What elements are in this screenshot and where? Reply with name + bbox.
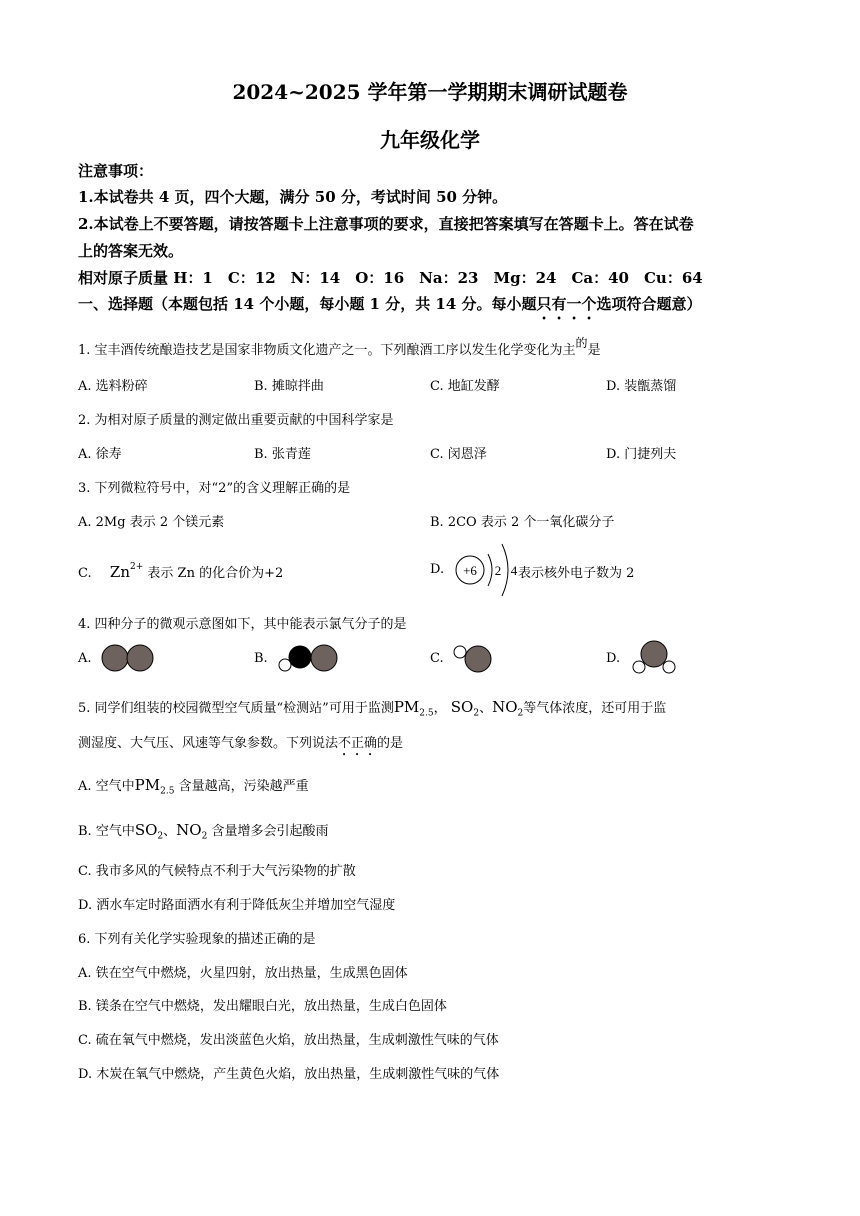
question-2-stem: 2. 为相对原子质量的测定做出重要贡献的中国科学家是 (78, 413, 394, 428)
q5-option-b-so2: SO (134, 821, 158, 839)
q5-option-b-so2-sub: 2 (157, 831, 164, 842)
q4-option-b-label: B. (254, 651, 268, 666)
electron-shell-2 (502, 544, 508, 596)
atomic-masses: 相对原子质量 H：1 C：12 N：14 O：16 Na：23 Mg：24 Ca：40 Cu：64 (78, 269, 703, 287)
question-6-stem: 6. 下列有关化学实验现象的描述正确的是 (78, 932, 316, 947)
q3-option-c (78, 562, 283, 581)
atom-structure-diagram (448, 534, 528, 606)
notes-heading: 注意事项： (78, 162, 154, 180)
q1-option-b: B. 摊晾拌曲 (254, 379, 324, 394)
q3-option-d-text: 表示核外电子数为 2 (518, 566, 635, 581)
q3-option-d-label: D. (430, 562, 445, 577)
q5-option-b-sep: 、 (163, 824, 177, 839)
q5-stem-c-suffix: 的是 (377, 736, 404, 751)
q1-stem-end: 是 (587, 343, 601, 358)
question-1-stem (78, 336, 601, 358)
q6-option-a: A. 铁在空气中燃烧，火星四射，放出热量，生成黑色固体 (78, 966, 408, 981)
section-heading-emphasis: 只有一个 (536, 295, 597, 313)
molecule-d-diagram (628, 639, 680, 675)
q4-option-a-label: A. (78, 651, 92, 666)
q1-stem-raised: 的 (575, 336, 588, 350)
molecule-b-diagram (274, 643, 344, 675)
q2-option-c: C. 闵恩泽 (430, 447, 487, 462)
molecule-a-diagram (100, 643, 160, 673)
section-heading-prefix: 一、选择题（本题包括 14 个小题，每小题 1 分，共 14 分。每小题 (78, 295, 537, 313)
shell-1-count: 2 (494, 563, 502, 578)
q5-stem-emphasis: 不正确 (338, 736, 378, 751)
q3-option-b: B. 2CO 表示 2 个一氧化碳分子 (430, 515, 615, 530)
q3-option-a: A. 2Mg 表示 2 个镁元素 (78, 515, 225, 530)
q5-comma: ， (433, 701, 447, 716)
q5-stem-c-prefix: 测湿度、大气压、风速等气象参数。下列说法 (78, 736, 339, 751)
q5-option-b-no2: NO (176, 821, 202, 839)
q3-option-c-label: C. (78, 566, 92, 581)
q5-stem-a: 5. 同学们组装的校园微型空气质量“检测站”可用于监测 (78, 701, 394, 716)
q1-option-d: D. 装甑蒸馏 (606, 379, 677, 394)
page-subtitle: 九年级化学 (380, 128, 480, 152)
q2-option-a: A. 徐寿 (78, 447, 122, 462)
q6-option-b: B. 镁条在空气中燃烧，发出耀眼白光，放出热量，生成白色固体 (78, 999, 447, 1014)
nucleus-charge: +6 (463, 563, 477, 578)
q1-option-a: A. 选料粉碎 (78, 379, 148, 394)
q5-option-a-pm: PM (134, 776, 161, 794)
q5-stem-b: 等气体浓度，还可用于监 (523, 701, 667, 716)
q5-option-b (78, 820, 328, 842)
q2-option-b: B. 张青莲 (254, 447, 311, 462)
q2-option-d: D. 门捷列夫 (606, 447, 677, 462)
question-5-stem-line1 (78, 697, 666, 719)
q6-option-d: D. 木炭在氧气中燃烧，产生黄色火焰，放出热量，生成刺激性气味的气体 (78, 1067, 500, 1082)
q5-no2: NO (492, 698, 518, 716)
page-title: 2024~2025 学年第一学期期末调研试题卷 (232, 80, 628, 104)
q5-sep: 、 (479, 701, 493, 716)
q3-zn-charge: 2+ (130, 562, 144, 572)
q5-pm-sub: 2.5 (419, 708, 434, 719)
q5-so2: SO (450, 698, 474, 716)
q5-option-a-pm-sub: 2.5 (160, 786, 175, 797)
q3-zn-symbol: Zn (109, 563, 130, 581)
q1-option-c: C. 地缸发酵 (430, 379, 500, 394)
q5-option-b-no2-sub: 2 (201, 831, 208, 842)
q6-option-c: C. 硫在氧气中燃烧，发出淡蓝色火焰，放出热量，生成刺激性气味的气体 (78, 1033, 499, 1048)
q5-option-b-suffix: 含量增多会引起酸雨 (211, 824, 329, 839)
q5-pm: PM (393, 698, 420, 716)
q5-so2-sub: 2 (473, 708, 480, 719)
molecule-c-diagram (450, 641, 500, 675)
q4-option-d-label: D. (606, 651, 621, 666)
q5-option-b-prefix: B. 空气中 (78, 824, 135, 839)
section-heading (78, 293, 702, 323)
shell-2-count: 4 (510, 563, 518, 578)
q5-option-a (78, 775, 309, 797)
question-4-stem: 4. 四种分子的微观示意图如下，其中能表示氯气分子的是 (78, 617, 407, 632)
question-5-stem-line2 (78, 732, 403, 759)
q3-option-c-text: 表示 Zn 的化合价为+2 (147, 566, 284, 581)
q5-option-a-prefix: A. 空气中 (78, 779, 135, 794)
q5-no2-sub: 2 (517, 708, 524, 719)
section-heading-suffix: 选项符合题意） (596, 295, 702, 313)
notes-line-2b: 上的答案无效。 (78, 242, 184, 260)
notes-line-2a: 2.本试卷上不要答题，请按答题卡上注意事项的要求，直接把答案填写在答题卡上。答在试卷 (78, 215, 694, 233)
question-3-stem: 3. 下列微粒符号中，对“2”的含义理解正确的是 (78, 481, 351, 496)
q4-option-c-label: C. (430, 651, 444, 666)
notes-line-1: 1.本试卷共 4 页，四个大题，满分 50 分，考试时间 50 分钟。 (78, 188, 508, 206)
q5-option-c: C. 我市多风的气候特点不利于大气污染物的扩散 (78, 864, 356, 879)
electron-shell-1 (488, 554, 492, 586)
q5-option-a-suffix: 含量越高，污染越严重 (178, 779, 309, 794)
q5-option-d: D. 洒水车定时路面洒水有利于降低灰尘并增加空气湿度 (78, 898, 396, 913)
q1-stem-text: 1. 宝丰酒传统酿造技艺是国家非物质文化遗产之一。下列酿酒工序以发生化学变化为主 (78, 343, 576, 358)
